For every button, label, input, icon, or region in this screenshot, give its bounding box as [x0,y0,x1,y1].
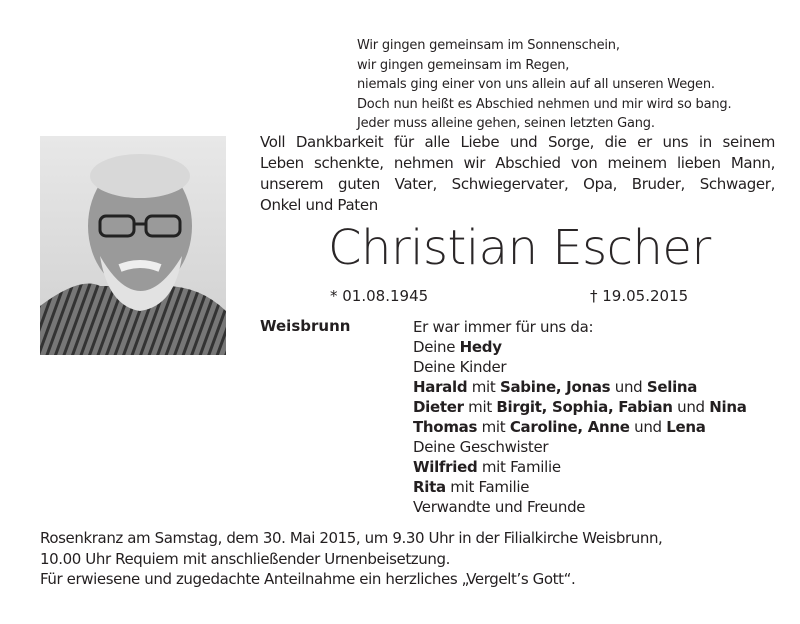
mourner-name: Sabine, Jonas [499,378,611,396]
mourner-text: Deine Geschwister [413,438,549,456]
mourner-name: Rita [413,478,446,496]
mourner-line [413,317,747,337]
mourner-text: mit Familie [445,478,530,496]
mourner-name: Hedy [459,338,502,356]
death-date: † 19.05.2015 [590,287,689,305]
mourner-text: Deine Kinder [413,358,507,376]
mourner-name: Harald [413,378,468,396]
service-info [40,528,662,590]
mourner-text: mit [463,398,497,416]
birth-date: * 01.08.1945 [330,287,429,305]
mourner-line [413,497,747,517]
mourner-line [413,477,747,497]
intro-line: unserem guten Vater, Schwiegervater, Opa, Bruder, Schwager, [260,175,775,193]
intro-text [260,132,775,216]
mourner-name: Dieter [413,398,464,416]
intro-line: Leben schenkte, nehmen wir Abschied von meinem lieben Mann, [260,154,775,172]
poem-line: Jeder muss alleine gehen, seinen letzten Gang. [357,116,655,131]
poem-line: niemals ging einer von uns allein auf all unseren Wegen. [357,77,715,92]
mourner-text: mit [467,378,500,396]
footer-line: Rosenkranz am Samstag, dem 30. Mai 2015, um 9.30 Uhr in der Filialkirche Weisbrunn, [40,529,663,547]
mourner-text: Er war immer für uns da: [413,318,594,336]
mourner-name: Thomas [413,418,478,436]
place-name: Weisbrunn [260,317,351,335]
mourner-name: Caroline, Anne [509,418,630,436]
mourner-text: Verwandte und Freunde [413,498,586,516]
mourner-text: Deine [413,338,460,356]
mourner-line [413,377,747,397]
poem-line: Wir gingen gemeinsam im Sonnenschein, [357,38,620,53]
mourner-name: Lena [666,418,706,436]
intro-line: Voll Dankbarkeit für alle Liebe und Sorge, die er uns in seinem [260,133,775,151]
mourner-line [413,337,747,357]
mourner-text: und [610,378,647,396]
portrait-image [40,136,226,355]
mourner-name: Wilfried [413,458,478,476]
footer-line: 10.00 Uhr Requiem mit anschließender Urnenbeisetzung. [40,549,450,568]
mourner-text: und [672,398,710,416]
mourner-line [413,397,747,417]
footer-line: Für erwiesene und zugedachte Anteilnahme ein herzliches „Vergelt’s Gott“. [40,570,576,588]
mourner-text: mit Familie [477,458,561,476]
mourners-list [413,317,747,517]
deceased-name: Christian Escher [328,220,711,276]
mourner-line [413,357,747,377]
poem-line: wir gingen gemeinsam im Regen, [357,57,570,73]
mourner-line [413,417,747,437]
mourner-name: Birgit, Sophia, Fabian [496,398,673,416]
intro-line: Onkel und Paten [260,196,378,214]
mourner-line [413,437,747,457]
poem [357,36,731,134]
mourner-name: Selina [646,378,698,396]
poem-line: Doch nun heißt es Abschied nehmen und mir wird so bang. [357,96,732,112]
mourner-line [413,457,747,477]
portrait-photo [40,136,226,355]
mourner-text: und [629,418,667,436]
mourner-text: mit [477,418,510,436]
mourner-name: Nina [709,398,747,416]
